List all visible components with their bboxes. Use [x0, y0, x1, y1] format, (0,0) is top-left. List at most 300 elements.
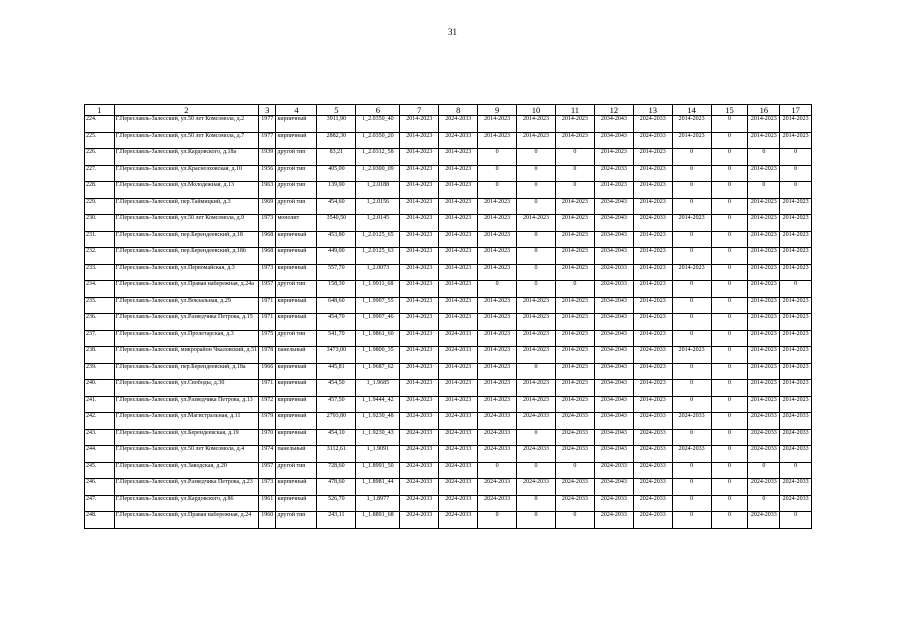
table-cell: 0 [711, 396, 748, 413]
table-cell: 2014-2023 [439, 363, 478, 380]
table-cell: 2024-2033 [780, 479, 812, 496]
table-cell: 0 [711, 413, 748, 430]
table-cell: 2024-2033 [439, 347, 478, 364]
table-cell: 0 [555, 165, 594, 182]
table-cell: 243,11 [317, 512, 356, 529]
table-cell: 1957 [259, 462, 276, 479]
table-row [85, 165, 812, 182]
table-cell: 2014-2023 [400, 314, 439, 331]
row-number: 238. [85, 347, 115, 364]
table-cell: другой тип [276, 281, 317, 298]
table-cell: 2014-2023 [780, 396, 812, 413]
table-cell: 1971 [259, 314, 276, 331]
table-cell: 2014-2023 [439, 231, 478, 248]
table-cell: 0 [711, 479, 748, 496]
table-cell: 454,10 [317, 429, 356, 446]
row-number: 230. [85, 215, 115, 232]
table-cell: 0 [478, 149, 517, 166]
table-cell: 2024-2033 [672, 446, 711, 463]
table-cell: 405,00 [317, 165, 356, 182]
table-cell: 526,70 [317, 495, 356, 512]
table-cell: 2024-2033 [633, 495, 672, 512]
table-cell: 2014-2023 [633, 231, 672, 248]
table-cell: 2034-2043 [594, 429, 633, 446]
table-cell: 2024-2033 [439, 116, 478, 133]
table-cell: 1_1.9091 [356, 446, 400, 463]
table-cell: 1_2.0145 [356, 215, 400, 232]
table-cell: 2024-2033 [633, 462, 672, 479]
table-cell: 2024-2033 [748, 512, 780, 529]
table-cell: 0 [711, 248, 748, 265]
table-cell: 2014-2023 [478, 380, 517, 397]
table-cell: 0 [478, 182, 517, 199]
table-row [85, 363, 812, 380]
table-cell: 2014-2023 [672, 264, 711, 281]
table-cell: 2034-2043 [594, 330, 633, 347]
row-number: 231. [85, 231, 115, 248]
table-cell: 2014-2023 [400, 165, 439, 182]
table-cell: 2014-2023 [517, 380, 556, 397]
table-cell: 2014-2023 [478, 231, 517, 248]
table-cell: 1977 [259, 116, 276, 133]
table-cell: 1_1.9800_35 [356, 347, 400, 364]
address-cell: Г.Переславль-Залесский, ул.Берендеевская, д.19 [114, 429, 258, 446]
table-cell: 2014-2023 [748, 330, 780, 347]
table-cell: 2014-2023 [400, 330, 439, 347]
table-cell: 2014-2023 [400, 248, 439, 265]
table-cell: 454,50 [317, 380, 356, 397]
table-cell: 2014-2023 [439, 396, 478, 413]
table-cell: 158,30 [317, 281, 356, 298]
table-cell: 0 [711, 314, 748, 331]
address-cell: Г.Переславль-Залесский, ул.50 лет Комсомола, д.2 [114, 116, 258, 133]
table-cell: 2014-2023 [478, 297, 517, 314]
address-cell: Г.Переславль-Залесский, ул.Кардовского, д.86 [114, 495, 258, 512]
table-cell: 0 [672, 462, 711, 479]
table-cell: 2014-2023 [780, 347, 812, 364]
table-row [85, 495, 812, 512]
table-cell: 2024-2033 [439, 495, 478, 512]
table-cell: 2034-2043 [594, 132, 633, 149]
table-cell: 2014-2023 [478, 198, 517, 215]
table-cell: 2014-2023 [555, 231, 594, 248]
column-header-14: 14 [672, 105, 711, 116]
table-cell: 1_1.9230_48 [356, 413, 400, 430]
table-cell: 2024-2033 [633, 215, 672, 232]
table-cell: 2014-2023 [633, 396, 672, 413]
table-row [85, 182, 812, 199]
table-cell: 0 [517, 231, 556, 248]
address-cell: Г.Переславль-Залесский, микрорайон Чкаловский, д.51 [114, 347, 258, 364]
table-cell: 0 [478, 281, 517, 298]
table-cell: 2014-2023 [400, 363, 439, 380]
column-header-5: 5 [317, 105, 356, 116]
table-cell: 2014-2023 [633, 363, 672, 380]
table-cell: 0 [672, 165, 711, 182]
table-cell: 2014-2023 [672, 215, 711, 232]
table-cell: кирпичный [276, 429, 317, 446]
table-cell: 2014-2023 [555, 396, 594, 413]
table-cell: 453,80 [317, 231, 356, 248]
table-cell: 1939 [259, 149, 276, 166]
table-cell: 2034-2043 [594, 215, 633, 232]
address-cell: Г.Переславль-Залесский, ул.Разведчика Петрова, д.15 [114, 314, 258, 331]
table-cell: 2014-2023 [555, 330, 594, 347]
table-cell: 2014-2023 [517, 116, 556, 133]
table-cell: 2034-2043 [594, 479, 633, 496]
table-cell: 2014-2023 [555, 380, 594, 397]
table-cell: 0 [555, 281, 594, 298]
table-cell: 0 [478, 165, 517, 182]
table-cell: кирпичный [276, 264, 317, 281]
table-row [85, 281, 812, 298]
table-cell: другой тип [276, 512, 317, 529]
table-cell: 2014-2023 [439, 165, 478, 182]
table-cell: 2014-2023 [400, 215, 439, 232]
table-cell: 2014-2023 [780, 132, 812, 149]
table-cell: 1971 [259, 380, 276, 397]
address-cell: Г.Переславль-Залесский, пер.Берендеевский, д.18 [114, 231, 258, 248]
address-cell: Г.Переславль-Залесский, ул.Первомайская, д.3 [114, 264, 258, 281]
table-row [85, 479, 812, 496]
table-cell: 449,00 [317, 248, 356, 265]
table-cell: 1_1.9861_60 [356, 330, 400, 347]
table-cell: 0 [711, 429, 748, 446]
column-header-17: 17 [780, 105, 812, 116]
table-cell: 0 [478, 462, 517, 479]
table-cell: 0 [672, 198, 711, 215]
table-row [85, 330, 812, 347]
table-cell: 2014-2023 [400, 297, 439, 314]
table-cell: 1_1.9444_42 [356, 396, 400, 413]
buildings-table [84, 104, 812, 529]
table-cell: 2024-2033 [478, 429, 517, 446]
table-cell: 2014-2023 [780, 231, 812, 248]
table-cell: 1_1.9907_55 [356, 297, 400, 314]
table-cell: 2014-2023 [748, 132, 780, 149]
table-cell: 2024-2033 [594, 264, 633, 281]
table-cell: 2014-2023 [478, 330, 517, 347]
table-cell: 2014-2023 [633, 182, 672, 199]
table-cell: 0 [555, 182, 594, 199]
table-cell: 0 [711, 198, 748, 215]
table-cell: 2014-2023 [400, 149, 439, 166]
table-row [85, 446, 812, 463]
table-cell: 2014-2023 [478, 396, 517, 413]
table-cell: 2024-2033 [478, 446, 517, 463]
table-cell: 2014-2023 [748, 248, 780, 265]
table-cell: 0 [672, 429, 711, 446]
row-number: 243. [85, 429, 115, 446]
table-cell: 1_2.0350_40 [356, 116, 400, 133]
table-cell: 1_1.8991_50 [356, 462, 400, 479]
table-cell: 2034-2043 [594, 314, 633, 331]
table-cell: 2024-2033 [517, 413, 556, 430]
table-cell: 1_1.9907_46 [356, 314, 400, 331]
address-cell: Г.Переславль-Залесский, ул.Правая набережная, д.24а [114, 281, 258, 298]
table-cell: 2014-2023 [400, 281, 439, 298]
table-cell: 2014-2023 [672, 116, 711, 133]
table-cell: 0 [555, 512, 594, 529]
table-cell: 2014-2023 [748, 297, 780, 314]
table-cell: 2024-2033 [672, 413, 711, 430]
address-cell: Г.Переславль-Залесский, ул.Правая набережная, д.24 [114, 512, 258, 529]
table-cell: кирпичный [276, 479, 317, 496]
table-body [85, 116, 812, 529]
column-header-13: 13 [633, 105, 672, 116]
table-cell: 2014-2023 [748, 165, 780, 182]
table-cell: 2014-2023 [748, 396, 780, 413]
table-cell: 0 [711, 281, 748, 298]
table-cell: кирпичный [276, 413, 317, 430]
table-cell: 2014-2023 [478, 347, 517, 364]
table-cell: 2014-2023 [555, 264, 594, 281]
table-cell: 2014-2023 [780, 264, 812, 281]
table-cell: 2014-2023 [780, 248, 812, 265]
row-number: 240. [85, 380, 115, 397]
table-cell: 0 [748, 182, 780, 199]
table-cell: 2024-2033 [439, 462, 478, 479]
table-cell: кирпичный [276, 363, 317, 380]
table-cell: 0 [672, 363, 711, 380]
table-cell: кирпичный [276, 132, 317, 149]
table-cell: 2014-2023 [517, 314, 556, 331]
table-cell: 2024-2033 [439, 429, 478, 446]
table-cell: 2024-2033 [400, 413, 439, 430]
table-cell: 139,90 [317, 182, 356, 199]
table-cell: 2024-2033 [633, 479, 672, 496]
table-cell: 0 [780, 149, 812, 166]
table-cell: 2014-2023 [517, 132, 556, 149]
table-cell: 2014-2023 [439, 297, 478, 314]
table-cell: 2034-2043 [594, 413, 633, 430]
table-cell: 1_2.0188 [356, 182, 400, 199]
table-cell: 2882,30 [317, 132, 356, 149]
table-cell: 0 [711, 363, 748, 380]
table-row [85, 512, 812, 529]
row-number: 239. [85, 363, 115, 380]
column-header-3: 3 [259, 105, 276, 116]
table-cell: 2014-2023 [439, 149, 478, 166]
table-cell: 1_2.0350_20 [356, 132, 400, 149]
row-number: 229. [85, 198, 115, 215]
table-cell: 0 [672, 281, 711, 298]
table-cell: 648,60 [317, 297, 356, 314]
table-cell: 0 [517, 429, 556, 446]
table-cell: 2014-2023 [478, 363, 517, 380]
table-cell: 0 [672, 330, 711, 347]
table-cell: 2014-2023 [633, 297, 672, 314]
table-cell: 3473,00 [317, 347, 356, 364]
table-cell: 2024-2033 [594, 462, 633, 479]
table-cell: 1978 [259, 347, 276, 364]
address-cell: Г.Переславль-Залесский, ул.50 лет Комсомола, д.7 [114, 132, 258, 149]
table-cell: 2793,80 [317, 413, 356, 430]
table-cell: 2014-2023 [672, 347, 711, 364]
table-cell: 2024-2033 [555, 413, 594, 430]
table-cell: 1_1.8977 [356, 495, 400, 512]
table-cell: 2014-2023 [633, 248, 672, 265]
table-cell: 2014-2023 [400, 116, 439, 133]
table-cell: 454,60 [317, 198, 356, 215]
table-cell: 2014-2023 [439, 182, 478, 199]
table-cell: кирпичный [276, 380, 317, 397]
table-cell: 0 [711, 132, 748, 149]
table-cell: 2014-2023 [594, 182, 633, 199]
table-row [85, 347, 812, 364]
table-cell: 2024-2033 [400, 495, 439, 512]
row-number: 244. [85, 446, 115, 463]
table-cell: 2014-2023 [400, 264, 439, 281]
table-cell: 1974 [259, 446, 276, 463]
table-cell: 1_2.0125_65 [356, 231, 400, 248]
table-cell: 1973 [259, 264, 276, 281]
table-cell: 0 [672, 314, 711, 331]
table-cell: 2014-2023 [478, 215, 517, 232]
table-cell: 541,70 [317, 330, 356, 347]
table-cell: 0 [711, 182, 748, 199]
table-row [85, 413, 812, 430]
table-cell: 2024-2033 [594, 495, 633, 512]
table-cell: 1_1.8981_44 [356, 479, 400, 496]
table-cell: 2014-2023 [478, 132, 517, 149]
table-cell: 2024-2033 [633, 347, 672, 364]
address-cell: Г.Переславль-Залесский, ул.Заводская, д.20 [114, 462, 258, 479]
address-cell: Г.Переславль-Залесский, ул.Вокзальная, д.29 [114, 297, 258, 314]
table-cell: 1_2.0312_58 [356, 149, 400, 166]
table-cell: 2024-2033 [439, 330, 478, 347]
table-cell: 2014-2023 [748, 198, 780, 215]
table-cell: 2014-2023 [478, 314, 517, 331]
table-row [85, 231, 812, 248]
table-cell: 0 [711, 446, 748, 463]
table-cell: 2024-2033 [478, 495, 517, 512]
table-cell: 2014-2023 [400, 132, 439, 149]
table-cell: 2014-2023 [780, 215, 812, 232]
table-cell: 0 [711, 231, 748, 248]
table-cell: 1973 [259, 215, 276, 232]
table-cell: 2034-2043 [594, 198, 633, 215]
table-cell: 0 [517, 264, 556, 281]
table-cell: 3112,61 [317, 446, 356, 463]
table-cell: 2014-2023 [439, 281, 478, 298]
table-cell: 0 [517, 149, 556, 166]
header-row [85, 105, 812, 116]
table-cell: 1968 [259, 248, 276, 265]
table-cell: 2014-2023 [748, 281, 780, 298]
table-cell: 2034-2043 [594, 297, 633, 314]
row-number: 247. [85, 495, 115, 512]
row-number: 225. [85, 132, 115, 149]
table-cell: другой тип [276, 330, 317, 347]
table-cell: 2024-2033 [633, 116, 672, 133]
row-number: 245. [85, 462, 115, 479]
table-cell: 0 [711, 347, 748, 364]
table-cell: 2024-2033 [633, 132, 672, 149]
row-number: 227. [85, 165, 115, 182]
table-cell: 2014-2023 [400, 231, 439, 248]
table-cell: 2014-2023 [555, 314, 594, 331]
table-cell: 0 [517, 165, 556, 182]
column-header-8: 8 [439, 105, 478, 116]
table-cell: 0 [478, 512, 517, 529]
table-cell: 2024-2033 [780, 413, 812, 430]
table-cell: другой тип [276, 165, 317, 182]
table-row [85, 297, 812, 314]
table-cell: 2014-2023 [555, 363, 594, 380]
table-cell: 2014-2023 [478, 116, 517, 133]
table-cell: 2014-2023 [555, 132, 594, 149]
table-cell: 2014-2023 [517, 396, 556, 413]
table-cell: 2014-2023 [478, 264, 517, 281]
table-cell: 2014-2023 [555, 347, 594, 364]
table-cell: 2014-2023 [748, 363, 780, 380]
table-cell: 2014-2023 [780, 363, 812, 380]
table-row [85, 198, 812, 215]
table-cell: 0 [672, 248, 711, 265]
table-cell: 2014-2023 [594, 149, 633, 166]
row-number: 242. [85, 413, 115, 430]
table-cell: 0 [711, 149, 748, 166]
address-cell: Г.Переславль-Залесский, пер.Таймицкий, д.3 [114, 198, 258, 215]
table-row [85, 248, 812, 265]
table-cell: 0 [517, 198, 556, 215]
row-number: 246. [85, 479, 115, 496]
table-row [85, 215, 812, 232]
address-cell: Г.Переславль-Залесский, ул.Магистральная, д.11 [114, 413, 258, 430]
table-row [85, 264, 812, 281]
table-cell: 1972 [259, 396, 276, 413]
table-cell: 1975 [259, 330, 276, 347]
table-cell: 2024-2033 [400, 479, 439, 496]
table-cell: 2014-2023 [517, 297, 556, 314]
table-cell: 0 [672, 512, 711, 529]
table-cell: панельный [276, 446, 317, 463]
table-cell: 2014-2023 [633, 330, 672, 347]
table-cell: 1979 [259, 413, 276, 430]
table-cell: 2014-2023 [517, 347, 556, 364]
column-header-9: 9 [478, 105, 517, 116]
table-cell: 2034-2043 [594, 231, 633, 248]
table-cell: 2034-2043 [594, 116, 633, 133]
table-cell: 0 [672, 149, 711, 166]
table-cell: 2014-2023 [439, 264, 478, 281]
table-cell: 2014-2023 [633, 314, 672, 331]
table-cell: 2034-2043 [594, 347, 633, 364]
table-cell: 2014-2023 [780, 198, 812, 215]
address-cell: Г.Переславль-Залесский, ул.50 лет Комсомола, д.9 [114, 215, 258, 232]
table-cell: 2014-2023 [517, 215, 556, 232]
table-cell: 2024-2033 [555, 495, 594, 512]
table-cell: 1956 [259, 165, 276, 182]
table-row [85, 380, 812, 397]
row-number: 226. [85, 149, 115, 166]
table-cell: 2014-2023 [439, 380, 478, 397]
table-cell: 0 [748, 495, 780, 512]
table-cell: 2014-2023 [633, 149, 672, 166]
table-cell: 1963 [259, 182, 276, 199]
table-cell: 2024-2033 [517, 446, 556, 463]
table-cell: 2034-2043 [594, 248, 633, 265]
address-cell: Г.Переславль-Залесский, пер.Берендеевский, д.18б [114, 248, 258, 265]
column-header-1: 1 [85, 105, 115, 116]
table-cell: 2014-2023 [517, 330, 556, 347]
address-cell: Г.Переславль-Залесский, ул.Молодежная, д.13 [114, 182, 258, 199]
table-cell: 2024-2033 [400, 446, 439, 463]
table-cell: 2024-2033 [478, 413, 517, 430]
table-cell: 1_2.0073 [356, 264, 400, 281]
table-cell: 2034-2043 [594, 396, 633, 413]
